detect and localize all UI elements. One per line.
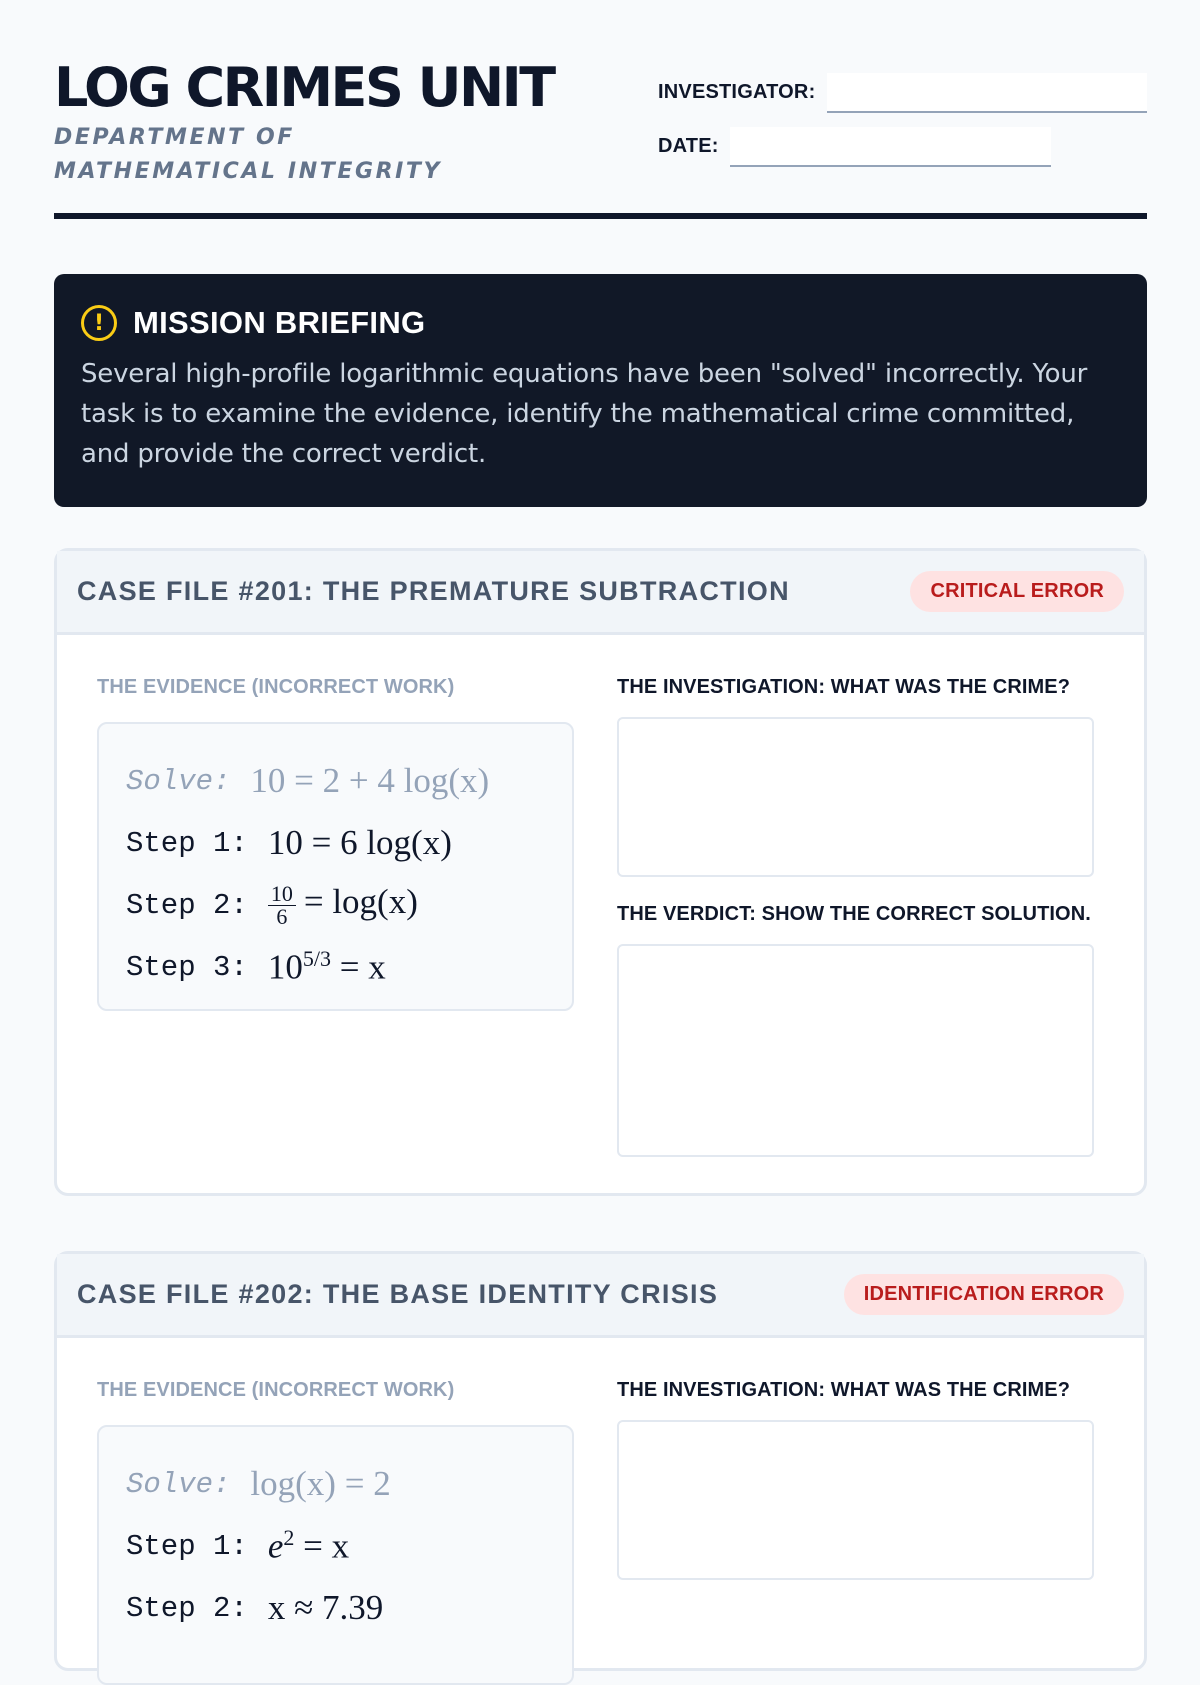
evidence-box xyxy=(97,1425,574,1685)
case-header xyxy=(57,1254,1144,1338)
step-label: Step 3: xyxy=(126,950,248,984)
case-file-202 xyxy=(54,1251,1147,1671)
alert-circle-icon: ! xyxy=(81,305,117,341)
investigation-label: THE INVESTIGATION: WHAT WAS THE CRIME? xyxy=(617,676,1071,698)
page-subtitle: DEPARTMENT OF MATHEMATICAL INTEGRITY xyxy=(54,125,443,184)
verdict-label: THE VERDICT: SHOW THE CORRECT SOLUTION. xyxy=(617,903,1091,925)
investigator-label: INVESTIGATOR: xyxy=(658,81,816,103)
page-title: LOG CRIMES UNIT xyxy=(54,56,554,119)
evidence-label: THE EVIDENCE (INCORRECT WORK) xyxy=(97,1379,455,1401)
step-line xyxy=(126,874,545,936)
power-exponent: 2 xyxy=(283,1525,295,1551)
step-equation: 10 = 6 log(x) xyxy=(267,823,452,862)
date-label: DATE: xyxy=(658,135,719,157)
step-line xyxy=(126,936,545,998)
step-equation-rest: = x xyxy=(303,1526,350,1566)
evidence-label: THE EVIDENCE (INCORRECT WORK) xyxy=(97,676,455,698)
step-line xyxy=(126,1515,545,1577)
solve-line xyxy=(126,750,545,812)
header-divider xyxy=(54,213,1147,219)
step-label: Step 1: xyxy=(126,1529,248,1563)
solve-line xyxy=(126,1453,545,1515)
briefing-title: MISSION BRIEFING xyxy=(133,305,426,340)
step-equation: x ≈ 7.39 xyxy=(267,1588,384,1627)
step-line xyxy=(126,812,545,874)
step-label: Step 1: xyxy=(126,826,248,860)
investigation-answer-box[interactable] xyxy=(617,717,1094,877)
worksheet-page xyxy=(54,0,1147,1627)
verdict-answer-box[interactable] xyxy=(617,944,1094,1157)
briefing-text: Several high-profile logarithmic equations have been "solved" incorrectly. Your task is to examine the evidence, identify the mathematical crime committed, and provide the correct verdict. xyxy=(81,359,1088,469)
power-base: 10 xyxy=(267,947,303,987)
solve-equation: log(x) = 2 xyxy=(250,1464,391,1503)
error-badge: CRITICAL ERROR xyxy=(910,571,1124,612)
step-label: Step 2: xyxy=(126,888,248,922)
case-title: CASE FILE #201: THE PREMATURE SUBTRACTION xyxy=(77,576,790,606)
error-badge: IDENTIFICATION ERROR xyxy=(844,1274,1124,1315)
case-title: CASE FILE #202: THE BASE IDENTITY CRISIS xyxy=(77,1279,719,1309)
fraction xyxy=(268,880,296,929)
solve-label: Solve: xyxy=(126,1467,231,1501)
mission-briefing xyxy=(54,274,1147,507)
step-line xyxy=(126,1577,545,1639)
evidence-box xyxy=(97,722,574,1011)
power-base: e xyxy=(267,1526,284,1566)
step-equation-rest: = log(x) xyxy=(303,882,418,922)
power-exponent: 5/3 xyxy=(302,946,331,972)
fraction-numerator: 10 xyxy=(268,883,296,906)
step-label: Step 2: xyxy=(126,1591,248,1625)
case-file-201 xyxy=(54,548,1147,1196)
investigation-label: THE INVESTIGATION: WHAT WAS THE CRIME? xyxy=(617,1379,1071,1401)
investigation-answer-box[interactable] xyxy=(617,1420,1094,1580)
step-equation xyxy=(268,946,386,988)
fraction-denominator: 6 xyxy=(276,903,288,929)
solve-label: Solve: xyxy=(126,764,231,798)
briefing-heading xyxy=(81,300,1120,346)
investigator-field[interactable] xyxy=(827,73,1147,113)
solve-equation: 10 = 2 + 4 log(x) xyxy=(250,761,490,800)
case-header xyxy=(57,551,1144,635)
step-equation-rest: = x xyxy=(339,947,386,987)
step-equation xyxy=(268,882,418,927)
date-field[interactable] xyxy=(730,127,1051,167)
worksheet-header xyxy=(54,0,1147,222)
step-equation xyxy=(268,1525,349,1567)
